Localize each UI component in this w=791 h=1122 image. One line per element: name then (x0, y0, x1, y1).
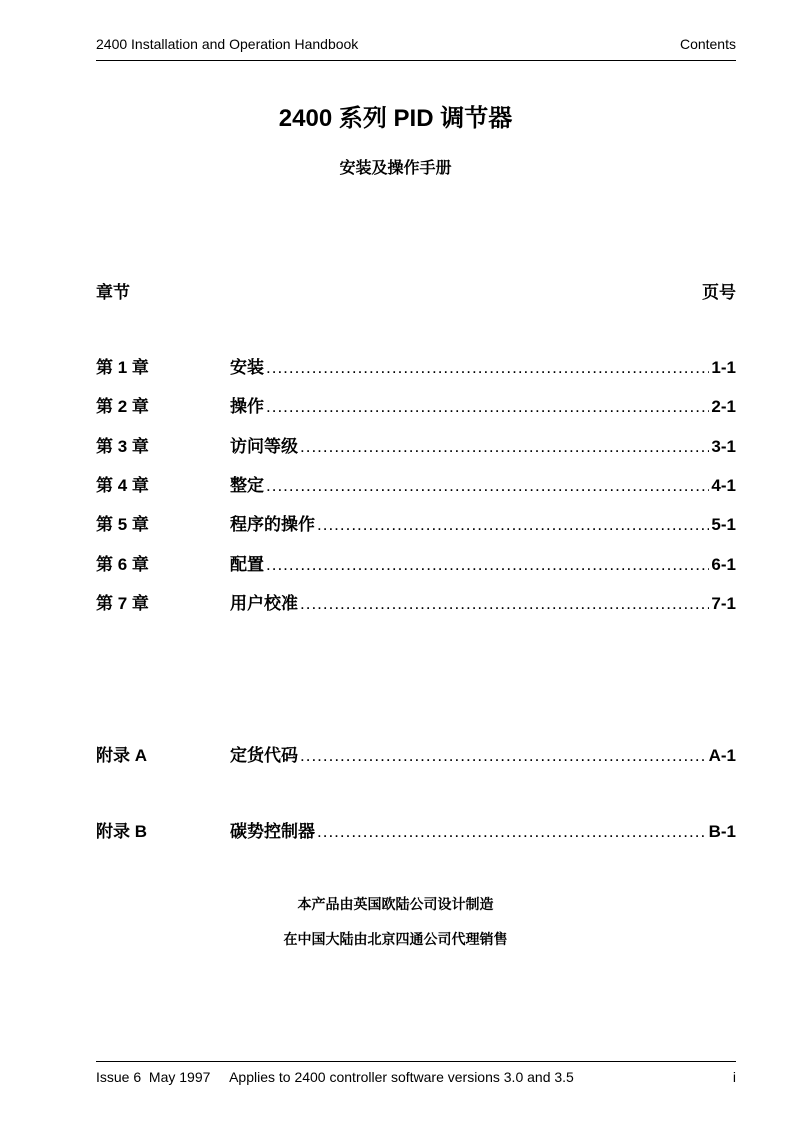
toc-title: 程序的操作 (230, 515, 315, 534)
page-number: i (732, 1069, 736, 1085)
toc-page: 7-1 (711, 594, 736, 613)
toc-chapter: 第 6 章 (96, 555, 149, 574)
footer-left: Issue 6 May 1997 Applies to 2400 controller software versions 3.0 and 3.5 (96, 1069, 574, 1085)
page-header (96, 36, 736, 61)
appendix-title: 定货代码 (230, 746, 298, 765)
toc-chapter: 第 5 章 (96, 515, 149, 534)
toc-entry[interactable] (96, 510, 736, 532)
distributor-note: 在中国大陆由北京四通公司代理销售 (283, 931, 508, 947)
toc-title: 访问等级 (230, 437, 298, 456)
header-left: 2400 Installation and Operation Handbook (96, 36, 359, 52)
appendix-label: 附录 A (96, 746, 147, 765)
appendix-entry[interactable] (96, 817, 736, 839)
toc-title: 操作 (230, 397, 264, 416)
appendix-label: 附录 B (96, 822, 147, 841)
header-right: Contents (679, 36, 736, 52)
toc-title: 整定 (230, 476, 264, 495)
dot-leader (266, 476, 709, 496)
appendix-page: A-1 (708, 746, 736, 765)
toc-page: 6-1 (711, 555, 736, 574)
toc-chapter: 第 1 章 (96, 358, 149, 377)
toc-chapter: 第 3 章 (96, 437, 149, 456)
page-column-header: 页号 (702, 283, 736, 302)
toc-entry[interactable] (96, 432, 736, 454)
toc-title: 安装 (230, 358, 264, 377)
dot-leader (317, 515, 709, 535)
toc-chapter: 第 4 章 (96, 476, 149, 495)
toc-page: 1-1 (711, 358, 736, 377)
dot-leader (266, 555, 709, 575)
document-subtitle: 安装及操作手册 (339, 160, 452, 177)
dot-leader (300, 437, 709, 457)
toc-entry[interactable] (96, 550, 736, 572)
dot-leader (317, 822, 707, 842)
toc-page: 4-1 (711, 476, 736, 495)
appendix-entry[interactable] (96, 741, 736, 763)
toc-entry[interactable] (96, 353, 736, 375)
chapter-column-header: 章节 (96, 283, 130, 302)
dot-leader (266, 358, 709, 378)
toc-page: 5-1 (711, 515, 736, 534)
dot-leader (300, 594, 709, 614)
toc-entry[interactable] (96, 392, 736, 414)
toc-entry[interactable] (96, 471, 736, 493)
toc-chapter: 第 2 章 (96, 397, 149, 416)
page-footer (96, 1061, 736, 1085)
toc-title: 配置 (230, 555, 264, 574)
manufacturer-note: 本产品由英国欧陆公司设计制造 (297, 896, 494, 912)
toc-title: 用户校准 (230, 594, 298, 613)
appendix-page: B-1 (708, 822, 736, 841)
toc-chapter: 第 7 章 (96, 594, 149, 613)
toc-page: 3-1 (711, 437, 736, 456)
document-title: 2400 系列 PID 调节器 (278, 105, 513, 132)
toc-page: 2-1 (711, 397, 736, 416)
toc-entry[interactable] (96, 589, 736, 611)
toc-column-headers (96, 278, 736, 303)
dot-leader (300, 746, 707, 766)
appendix-title: 碳势控制器 (230, 822, 315, 841)
dot-leader (266, 397, 709, 417)
